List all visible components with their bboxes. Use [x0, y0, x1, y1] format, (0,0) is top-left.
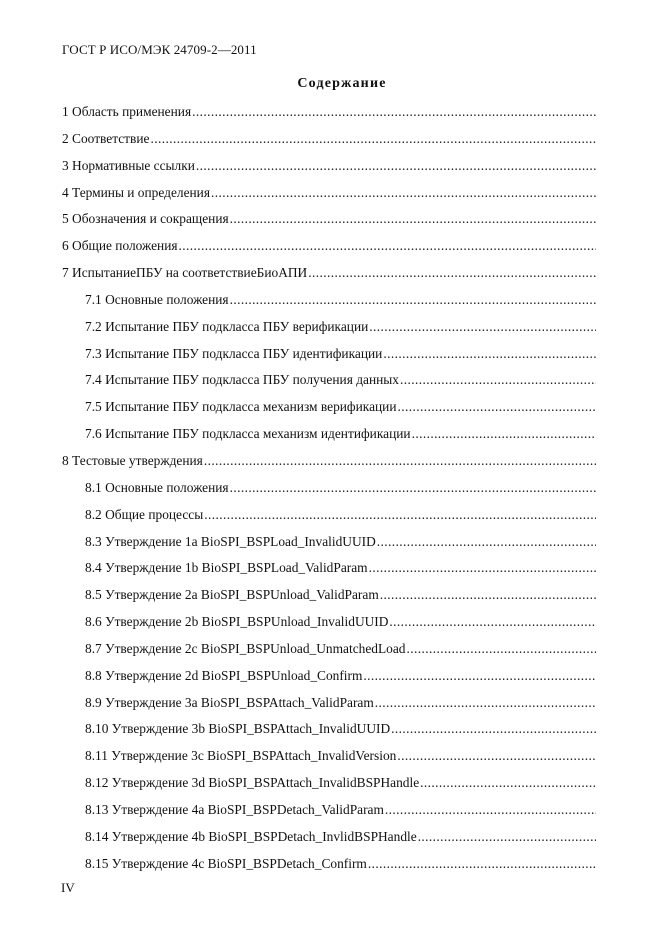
dot-leader	[369, 555, 596, 582]
dot-leader	[308, 260, 596, 287]
dot-leader	[418, 824, 596, 851]
toc-entry[interactable]	[62, 126, 596, 153]
toc-title: Содержание	[297, 76, 387, 91]
toc-entry[interactable]	[62, 555, 596, 582]
dot-leader	[375, 690, 596, 717]
page-number: IV	[61, 880, 75, 895]
dot-leader	[377, 529, 596, 556]
toc-entry-label: 7 ИспытаниеПБУ на соответствиеБиоАПИ	[62, 265, 308, 281]
dot-leader	[204, 502, 596, 529]
toc-entry[interactable]	[62, 314, 596, 341]
toc-entry-label: 8.1 Основные положения	[85, 479, 229, 495]
dot-leader	[383, 341, 596, 368]
toc-entry[interactable]	[62, 233, 596, 260]
toc-entry-label: 8.7 Утверждение 2c BioSPI_BSPUnload_UnmatchedLoad	[85, 640, 406, 656]
toc-entry-label: 8.12 Утверждение 3d BioSPI_BSPAttach_InvalidBSPHandle	[85, 775, 420, 791]
toc-entry[interactable]	[62, 851, 596, 878]
dot-leader	[363, 663, 596, 690]
standard-header: ГОСТ Р ИСО/МЭК 24709-2—2011	[62, 42, 257, 57]
toc-entry[interactable]	[62, 582, 596, 609]
dot-leader	[211, 180, 596, 207]
toc-entry[interactable]	[62, 475, 596, 502]
toc-entry-label: 8.2 Общие процессы	[85, 506, 204, 522]
toc-entry[interactable]	[62, 743, 596, 770]
toc-entry[interactable]	[62, 690, 596, 717]
toc-entry-label: 7.1 Основные положения	[85, 291, 229, 307]
toc-entry[interactable]	[62, 797, 596, 824]
toc-entry-label: 8.14 Утверждение 4b BioSPI_BSPDetach_InvlidBSPHandle	[85, 828, 417, 844]
toc-entry[interactable]	[62, 206, 596, 233]
dot-leader	[179, 233, 596, 260]
toc-entry[interactable]	[62, 529, 596, 556]
toc-entry[interactable]	[62, 609, 596, 636]
toc-entry-label: 7.5 Испытание ПБУ подкласса механизм верификации	[85, 399, 397, 415]
dot-leader	[397, 743, 596, 770]
dot-leader	[412, 421, 596, 448]
toc-entry-label: 8.10 Утверждение 3b BioSPI_BSPAttach_InvalidUUID	[85, 721, 391, 737]
toc-entry-label: 7.2 Испытание ПБУ подкласса ПБУ верификации	[85, 318, 369, 334]
toc-entry-label: 8.5 Утверждение 2a BioSPI_BSPUnload_ValidParam	[85, 587, 379, 603]
toc-entry[interactable]	[62, 394, 596, 421]
toc-entry-label: 8.3 Утверждение 1а BioSPI_BSPLoad_InvalidUUID	[85, 533, 376, 549]
dot-leader	[369, 314, 596, 341]
dot-leader	[230, 475, 596, 502]
dot-leader	[196, 153, 596, 180]
toc-entry-label: 8.8 Утверждение 2d BioSPI_BSPUnload_Confirm	[85, 667, 363, 683]
toc-entry[interactable]	[62, 421, 596, 448]
toc-entry[interactable]	[62, 663, 596, 690]
dot-leader	[230, 287, 596, 314]
toc-entry[interactable]	[62, 502, 596, 529]
toc-entry[interactable]	[62, 341, 596, 368]
toc-entry-label: 7.6 Испытание ПБУ подкласса механизм идентификации	[85, 426, 411, 442]
table-of-contents	[62, 99, 596, 877]
toc-entry[interactable]	[62, 153, 596, 180]
dot-leader	[391, 716, 596, 743]
dot-leader	[385, 797, 596, 824]
toc-entry-label: 3 Нормативные ссылки	[62, 157, 195, 173]
toc-entry-label: 2 Соответствие	[62, 130, 150, 146]
toc-entry-label: 6 Общие положения	[62, 238, 178, 254]
toc-entry-label: 1 Область применения	[62, 104, 192, 119]
toc-entry-label: 7.4 Испытание ПБУ подкласса ПБУ получения данных	[85, 372, 399, 388]
toc-entry-label: 5 Обозначения и сокращения	[62, 211, 229, 227]
dot-leader	[368, 851, 596, 878]
toc-entry-label: 8.4 Утверждение 1b BioSPI_BSPLoad_ValidParam	[85, 560, 368, 576]
toc-entry-label: 8.15 Утверждение 4c BioSPI_BSPDetach_Confirm	[85, 855, 367, 871]
toc-entry-label: 8.11 Утверждение 3c BioSPI_BSPAttach_InvalidVersion	[85, 748, 397, 764]
dot-leader	[420, 770, 596, 797]
toc-entry[interactable]	[62, 260, 596, 287]
dot-leader	[192, 99, 596, 126]
toc-entry[interactable]	[62, 287, 596, 314]
toc-entry[interactable]	[62, 636, 596, 663]
toc-entry-label: 8.13 Утверждение 4a BioSPI_BSPDetach_ValidParam	[85, 801, 384, 817]
toc-entry-label: 8.9 Утверждение 3a BioSPI_BSPAttach_ValidParam	[85, 694, 374, 710]
toc-entry[interactable]	[62, 448, 596, 475]
dot-leader	[389, 609, 596, 636]
toc-entry-label: 8.6 Утверждение 2b BioSPI_BSPUnload_InvalidUUID	[85, 614, 389, 630]
toc-entry[interactable]	[62, 770, 596, 797]
toc-entry-label: 7.3 Испытание ПБУ подкласса ПБУ идентификации	[85, 345, 383, 361]
dot-leader	[398, 394, 596, 421]
dot-leader	[204, 448, 596, 475]
dot-leader	[400, 367, 596, 394]
toc-entry[interactable]	[62, 367, 596, 394]
dot-leader	[150, 126, 596, 153]
toc-entry[interactable]	[62, 824, 596, 851]
toc-entry-label: 4 Термины и определения	[62, 184, 211, 200]
toc-entry-label: 8 Тестовые утверждения	[62, 452, 203, 468]
dot-leader	[380, 582, 596, 609]
toc-entry[interactable]	[62, 99, 596, 126]
toc-entry[interactable]	[62, 180, 596, 207]
dot-leader	[230, 206, 596, 233]
toc-entry[interactable]	[62, 716, 596, 743]
dot-leader	[407, 636, 597, 663]
